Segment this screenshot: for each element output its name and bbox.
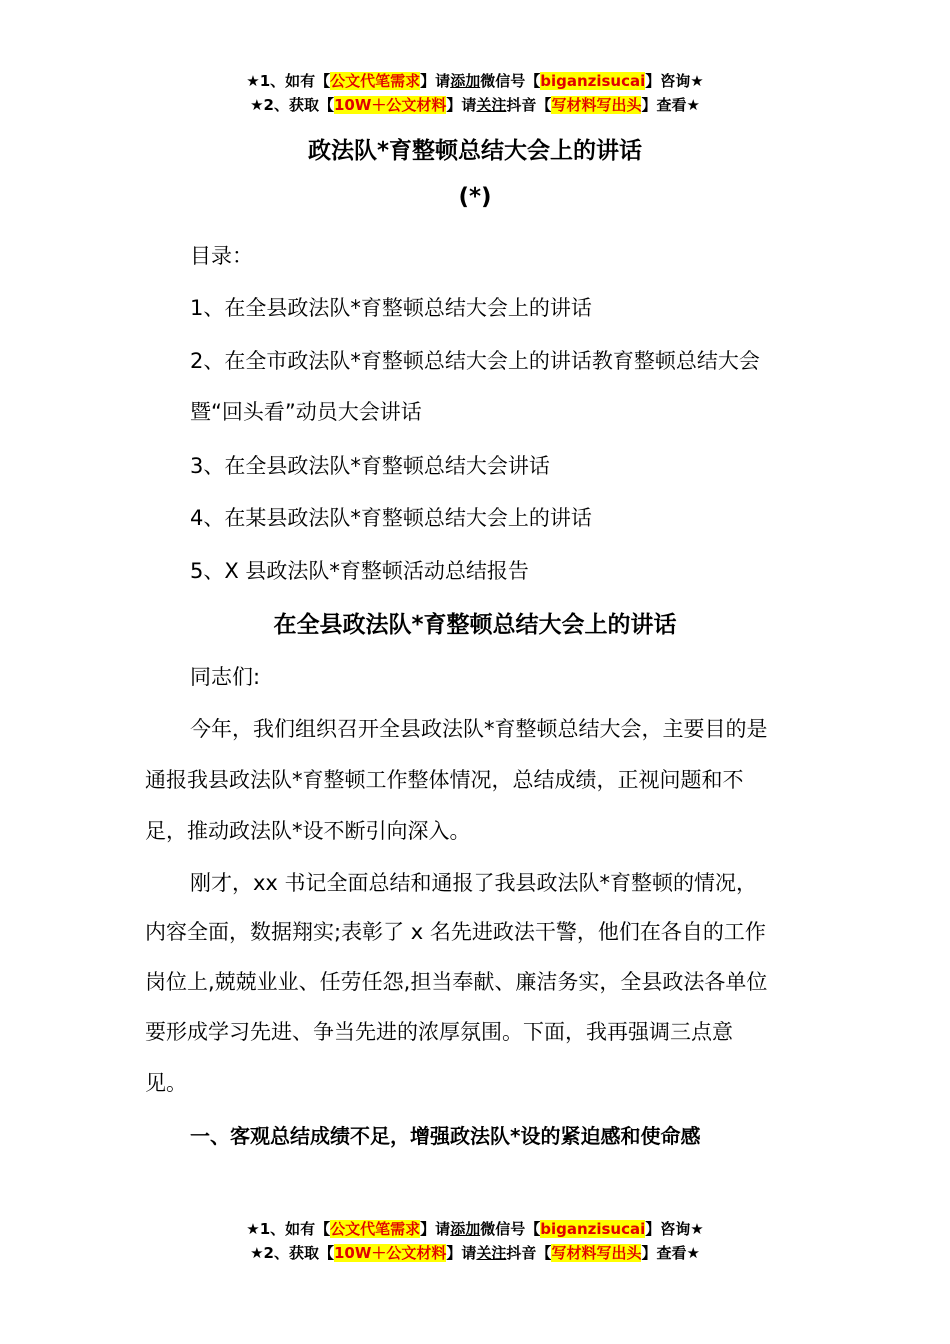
banner-line-2 bbox=[0, 93, 950, 117]
banner-highlight: biganzisucai bbox=[540, 72, 646, 90]
banner-text: 】查看★ bbox=[641, 96, 700, 114]
banner-highlight: 写材料写出头 bbox=[551, 1244, 642, 1262]
header-banner bbox=[0, 69, 950, 117]
banner-text: 抖音【 bbox=[506, 1244, 552, 1262]
paragraph-line: 足，推动政法队*设不断引向深入。 bbox=[145, 819, 471, 843]
banner-highlight: 公文代笔需求 bbox=[330, 1220, 421, 1238]
banner-text: ★1、如有【 bbox=[246, 72, 331, 90]
document-title: 政法队*育整顿总结大会上的讲话 bbox=[307, 138, 643, 164]
banner-text: 微信号【 bbox=[480, 72, 541, 90]
banner-text: 】请 bbox=[446, 1244, 477, 1262]
banner-text: ★1、如有【 bbox=[246, 1220, 331, 1238]
banner-text: 】咨询★ bbox=[645, 72, 704, 90]
toc-item: 2、在全市政法队*育整顿总结大会上的讲话教育整顿总结大会 bbox=[190, 349, 760, 373]
document-subtitle: (*) bbox=[458, 184, 492, 210]
banner-text: ★2、获取【 bbox=[250, 1244, 334, 1262]
banner-highlight: 10W＋公文材料 bbox=[333, 96, 447, 114]
paragraph-line: 通报我县政法队*育整顿工作整体情况，总结成绩，正视问题和不 bbox=[145, 768, 744, 792]
greeting: 同志们: bbox=[190, 665, 261, 689]
banner-text: 】请 bbox=[420, 72, 451, 90]
banner-text: 关注 bbox=[476, 96, 507, 114]
banner-text: 】请 bbox=[420, 1220, 451, 1238]
banner-text: 关注 bbox=[476, 1244, 507, 1262]
paragraph-line: 今年，我们组织召开全县政法队*育整顿总结大会，主要目的是 bbox=[190, 717, 768, 741]
banner-highlight: 10W＋公文材料 bbox=[333, 1244, 447, 1262]
section-title: 在全县政法队*育整顿总结大会上的讲话 bbox=[273, 612, 677, 638]
banner-text: 抖音【 bbox=[506, 96, 552, 114]
toc-label: 目录： bbox=[190, 244, 253, 268]
toc-item: 3、在全县政法队*育整顿总结大会讲话 bbox=[190, 454, 550, 478]
banner-line-2 bbox=[0, 1241, 950, 1265]
footer-banner bbox=[0, 1217, 950, 1265]
paragraph-line: 内容全面，数据翔实;表彰了 x 名先进政法干警，他们在各自的工作 bbox=[145, 920, 766, 944]
toc-item: 1、在全县政法队*育整顿总结大会上的讲话 bbox=[190, 296, 592, 320]
banner-highlight: 写材料写出头 bbox=[551, 96, 642, 114]
banner-text: 添加 bbox=[450, 72, 481, 90]
banner-text: 】请 bbox=[446, 96, 477, 114]
section-heading-1: 一、客观总结成绩不足，增强政法队*设的紧迫感和使命感 bbox=[190, 1124, 701, 1148]
paragraph-line: 要形成学习先进、争当先进的浓厚氛围。下面，我再强调三点意 bbox=[145, 1020, 733, 1044]
banner-text: ★2、获取【 bbox=[250, 96, 334, 114]
banner-highlight: biganzisucai bbox=[540, 1220, 646, 1238]
banner-line-1 bbox=[0, 1217, 950, 1241]
paragraph-line: 岗位上,兢兢业业、任劳任怨,担当奉献、廉洁务实，全县政法各单位 bbox=[145, 970, 768, 994]
toc-item: 5、X 县政法队*育整顿活动总结报告 bbox=[190, 559, 529, 583]
toc-item: 暨“回头看”动员大会讲话 bbox=[190, 400, 422, 424]
paragraph-line: 刚才，xx 书记全面总结和通报了我县政法队*育整顿的情况， bbox=[190, 871, 758, 895]
banner-text: 添加 bbox=[450, 1220, 481, 1238]
banner-text: 微信号【 bbox=[480, 1220, 541, 1238]
toc-item: 4、在某县政法队*育整顿总结大会上的讲话 bbox=[190, 506, 592, 530]
banner-line-1 bbox=[0, 69, 950, 93]
banner-text: 】咨询★ bbox=[645, 1220, 704, 1238]
paragraph-line: 见。 bbox=[145, 1071, 187, 1095]
banner-highlight: 公文代笔需求 bbox=[330, 72, 421, 90]
banner-text: 】查看★ bbox=[641, 1244, 700, 1262]
